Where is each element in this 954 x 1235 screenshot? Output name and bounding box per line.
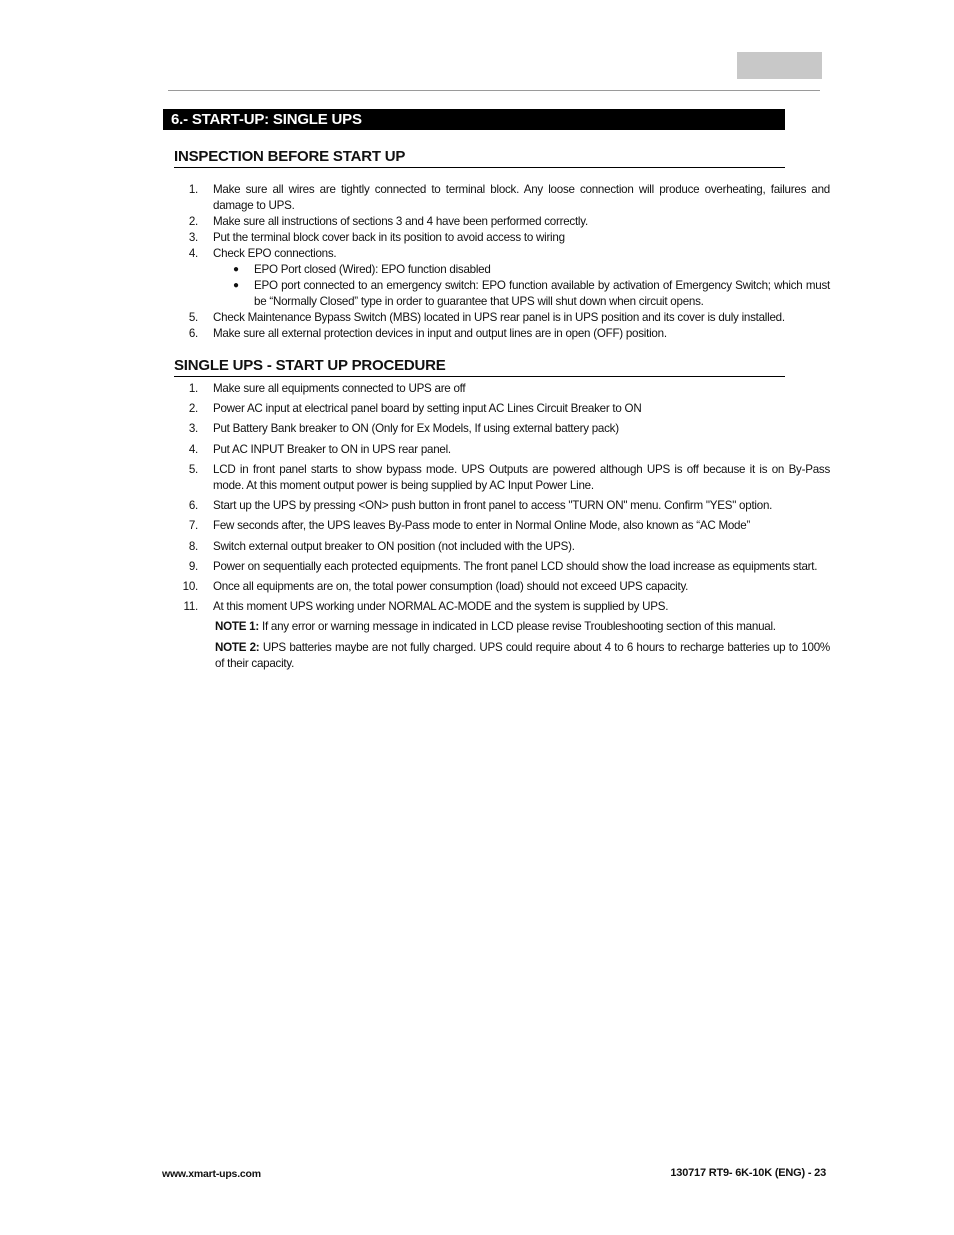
note-2: NOTE 2: UPS batteries maybe are not fully charged. UPS could require about 4 to 6 hours to recharge batteries up to 100% of their capacity. — [215, 641, 830, 671]
list-item: 6. Make sure all external protection devices in input and output lines are in open (OFF) position. — [188, 327, 667, 340]
footer-doc-ref: 130717 RT9- 6K-10K (ENG) - 23 — [670, 1167, 826, 1179]
procedure-heading: SINGLE UPS - START UP PROCEDURE — [174, 357, 785, 377]
list-item: 4. Put AC INPUT Breaker to ON in UPS rear panel. — [188, 442, 451, 456]
bullet-icon: ● — [233, 280, 239, 291]
list-item: 1. Make sure all equipments connected to UPS are off — [188, 382, 466, 395]
list-item: 9. Power on sequentially each protected equipments. The front panel LCD should show the load increase as equipments start. — [188, 559, 818, 573]
list-item: 11. At this moment UPS working under NORMAL AC-MODE and the system is supplied by UPS. — [183, 600, 669, 614]
list-item: 1. Make sure all wires are tightly connected to terminal block. Any loose connection will produce overheating, failures and damage to UPS. — [188, 183, 830, 212]
list-item: 2. Power AC input at electrical panel board by setting input AC Lines Circuit Breaker to ON — [188, 402, 642, 416]
list-item: 7. Few seconds after, the UPS leaves By-Pass mode to enter in Normal Online Mode, also known as “AC Mode” — [188, 519, 751, 533]
footer-website: www.xmart-ups.com — [162, 1168, 261, 1180]
bullet-item: ● EPO Port closed (Wired): EPO function disabled — [233, 263, 491, 276]
list-item: 3. Put Battery Bank breaker to ON (Only for Ex Models, If using external battery pack) — [188, 422, 619, 436]
list-item: 3. Put the terminal block cover back in its position to avoid access to wiring — [188, 231, 565, 244]
list-item: 10. Once all equipments are on, the total power consumption (load) should not exceed UPS capacity. — [182, 579, 689, 593]
epo-bullet-list — [213, 262, 830, 310]
header-rule — [168, 90, 820, 91]
list-item: 5. Check Maintenance Bypass Switch (MBS) located in UPS rear panel is in UPS position and its cover is duly installed. — [188, 311, 785, 324]
page-number: - 23 — [804, 1167, 826, 1179]
note-label: NOTE 1: — [215, 620, 259, 633]
bullet-item: ● EPO port connected to an emergency switch: EPO function available by activation of Emergency Switch; which must be “Normally Closed” type in order to guarantee that UPS will shut down when circuit opens. — [233, 279, 830, 308]
list-item: 4. Check EPO connections. ● EPO Port closed (Wired): EPO function disabled ● EPO port connected to an emergency switch: EPO function available by activation of Emergency Switch; which must be “Normally Closed” type in order to guarantee that UPS will shut down when circuit opens. — [188, 247, 830, 308]
inspection-heading: INSPECTION BEFORE START UP — [174, 148, 785, 168]
list-item: 6. Start up the UPS by pressing <ON> push button in front panel to access "TURN ON" menu. Confirm "YES" option. — [188, 499, 773, 513]
bullet-icon: ● — [233, 264, 239, 275]
procedure-list — [174, 381, 830, 619]
list-item: 2. Make sure all instructions of sections 3 and 4 have been performed correctly. — [188, 215, 588, 228]
note-label: NOTE 2: — [215, 641, 260, 654]
list-item: 8. Switch external output breaker to ON position (not included with the UPS). — [188, 539, 575, 553]
list-item: 5. LCD in front panel starts to show bypass mode. UPS Outputs are powered although UPS is off because it is on By-Pass mode. At this moment output power is being supplied by AC Input Power Line. — [188, 462, 830, 493]
header-gray-box — [737, 52, 822, 79]
inspection-list — [174, 182, 830, 342]
note-1: NOTE 1: If any error or warning message in indicated in LCD please revise Troubleshooting section of this manual. — [215, 620, 776, 633]
section-title: 6.- START-UP: SINGLE UPS — [163, 109, 785, 130]
